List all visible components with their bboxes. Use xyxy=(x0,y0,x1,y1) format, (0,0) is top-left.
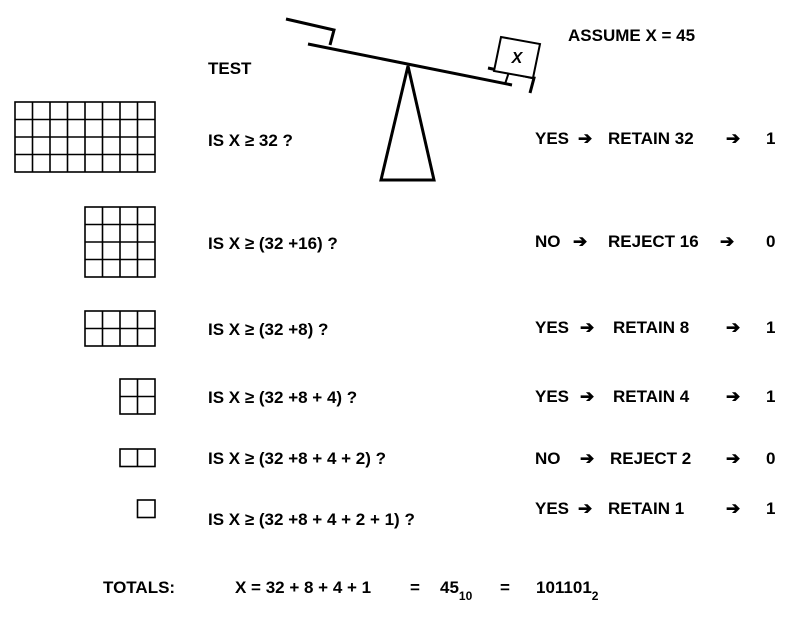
row-action: REJECT 2 xyxy=(610,449,692,468)
totals-equals: = xyxy=(500,578,510,597)
row-answer: NO xyxy=(535,449,561,468)
row-question: IS X ≥ (32 +8 + 4) ? xyxy=(208,388,358,407)
test-label: TEST xyxy=(208,59,252,78)
row-action: REJECT 16 xyxy=(608,232,699,251)
row-bit: 0 xyxy=(766,232,776,251)
totals-equals: = xyxy=(410,578,420,597)
row-question: IS X ≥ 32 ? xyxy=(208,131,293,150)
arrow-icon: ➔ xyxy=(580,387,595,406)
arrow-icon: ➔ xyxy=(726,449,741,468)
decimal-base: 10 xyxy=(458,589,473,603)
row-bit: 1 xyxy=(766,499,776,518)
row-answer: YES xyxy=(535,499,570,518)
row-question: IS X ≥ (32 +16) ? xyxy=(208,234,338,253)
arrow-icon: ➔ xyxy=(578,129,593,148)
block-grids xyxy=(15,102,155,518)
block-grid-32 xyxy=(15,102,155,172)
block-grid-8 xyxy=(85,311,155,346)
block-grid-1 xyxy=(138,500,156,518)
binary-base: 2 xyxy=(591,589,599,603)
row-bit: 0 xyxy=(766,449,776,468)
binary-value: 101101 xyxy=(536,578,592,597)
scale-fulcrum xyxy=(381,66,434,180)
block-grid-16 xyxy=(85,207,155,277)
arrow-icon: ➔ xyxy=(580,449,595,468)
scale-left-pan xyxy=(286,19,334,45)
row-answer: YES xyxy=(535,129,570,148)
row-question: IS X ≥ (32 +8) ? xyxy=(208,320,329,339)
arrow-icon: ➔ xyxy=(726,129,741,148)
totals-decimal xyxy=(440,578,473,603)
assume-label: ASSUME X = 45 xyxy=(568,26,696,45)
totals-label: TOTALS: xyxy=(103,578,176,597)
arrow-icon: ➔ xyxy=(726,387,741,406)
arrow-icon: ➔ xyxy=(726,318,741,337)
row-question: IS X ≥ (32 +8 + 4 + 2) ? xyxy=(208,449,387,468)
arrow-icon: ➔ xyxy=(578,499,593,518)
arrow-icon: ➔ xyxy=(580,318,595,337)
totals-expression: X = 32 + 8 + 4 + 1 xyxy=(235,578,372,597)
row-action: RETAIN 8 xyxy=(613,318,690,337)
totals-binary xyxy=(536,578,599,603)
row-action: RETAIN 4 xyxy=(613,387,690,406)
row-answer: YES xyxy=(535,387,570,406)
grid-border xyxy=(138,500,156,518)
block-grid-4 xyxy=(120,379,155,414)
row-question: IS X ≥ (32 +8 + 4 + 2 + 1) ? xyxy=(208,510,415,529)
arrow-icon: ➔ xyxy=(720,232,735,251)
balance-scale-icon xyxy=(286,19,540,180)
row-answer: YES xyxy=(535,318,570,337)
row-answer: NO xyxy=(535,232,561,251)
row-bit: 1 xyxy=(766,387,776,406)
row-bit: 1 xyxy=(766,129,776,148)
arrow-icon: ➔ xyxy=(573,232,588,251)
row-action: RETAIN 1 xyxy=(608,499,685,518)
row-action: RETAIN 32 xyxy=(608,129,694,148)
decimal-value: 45 xyxy=(440,578,459,597)
row-bit: 1 xyxy=(766,318,776,337)
arrow-icon: ➔ xyxy=(726,499,741,518)
weight-label: X xyxy=(511,50,523,67)
block-grid-2 xyxy=(120,449,155,467)
